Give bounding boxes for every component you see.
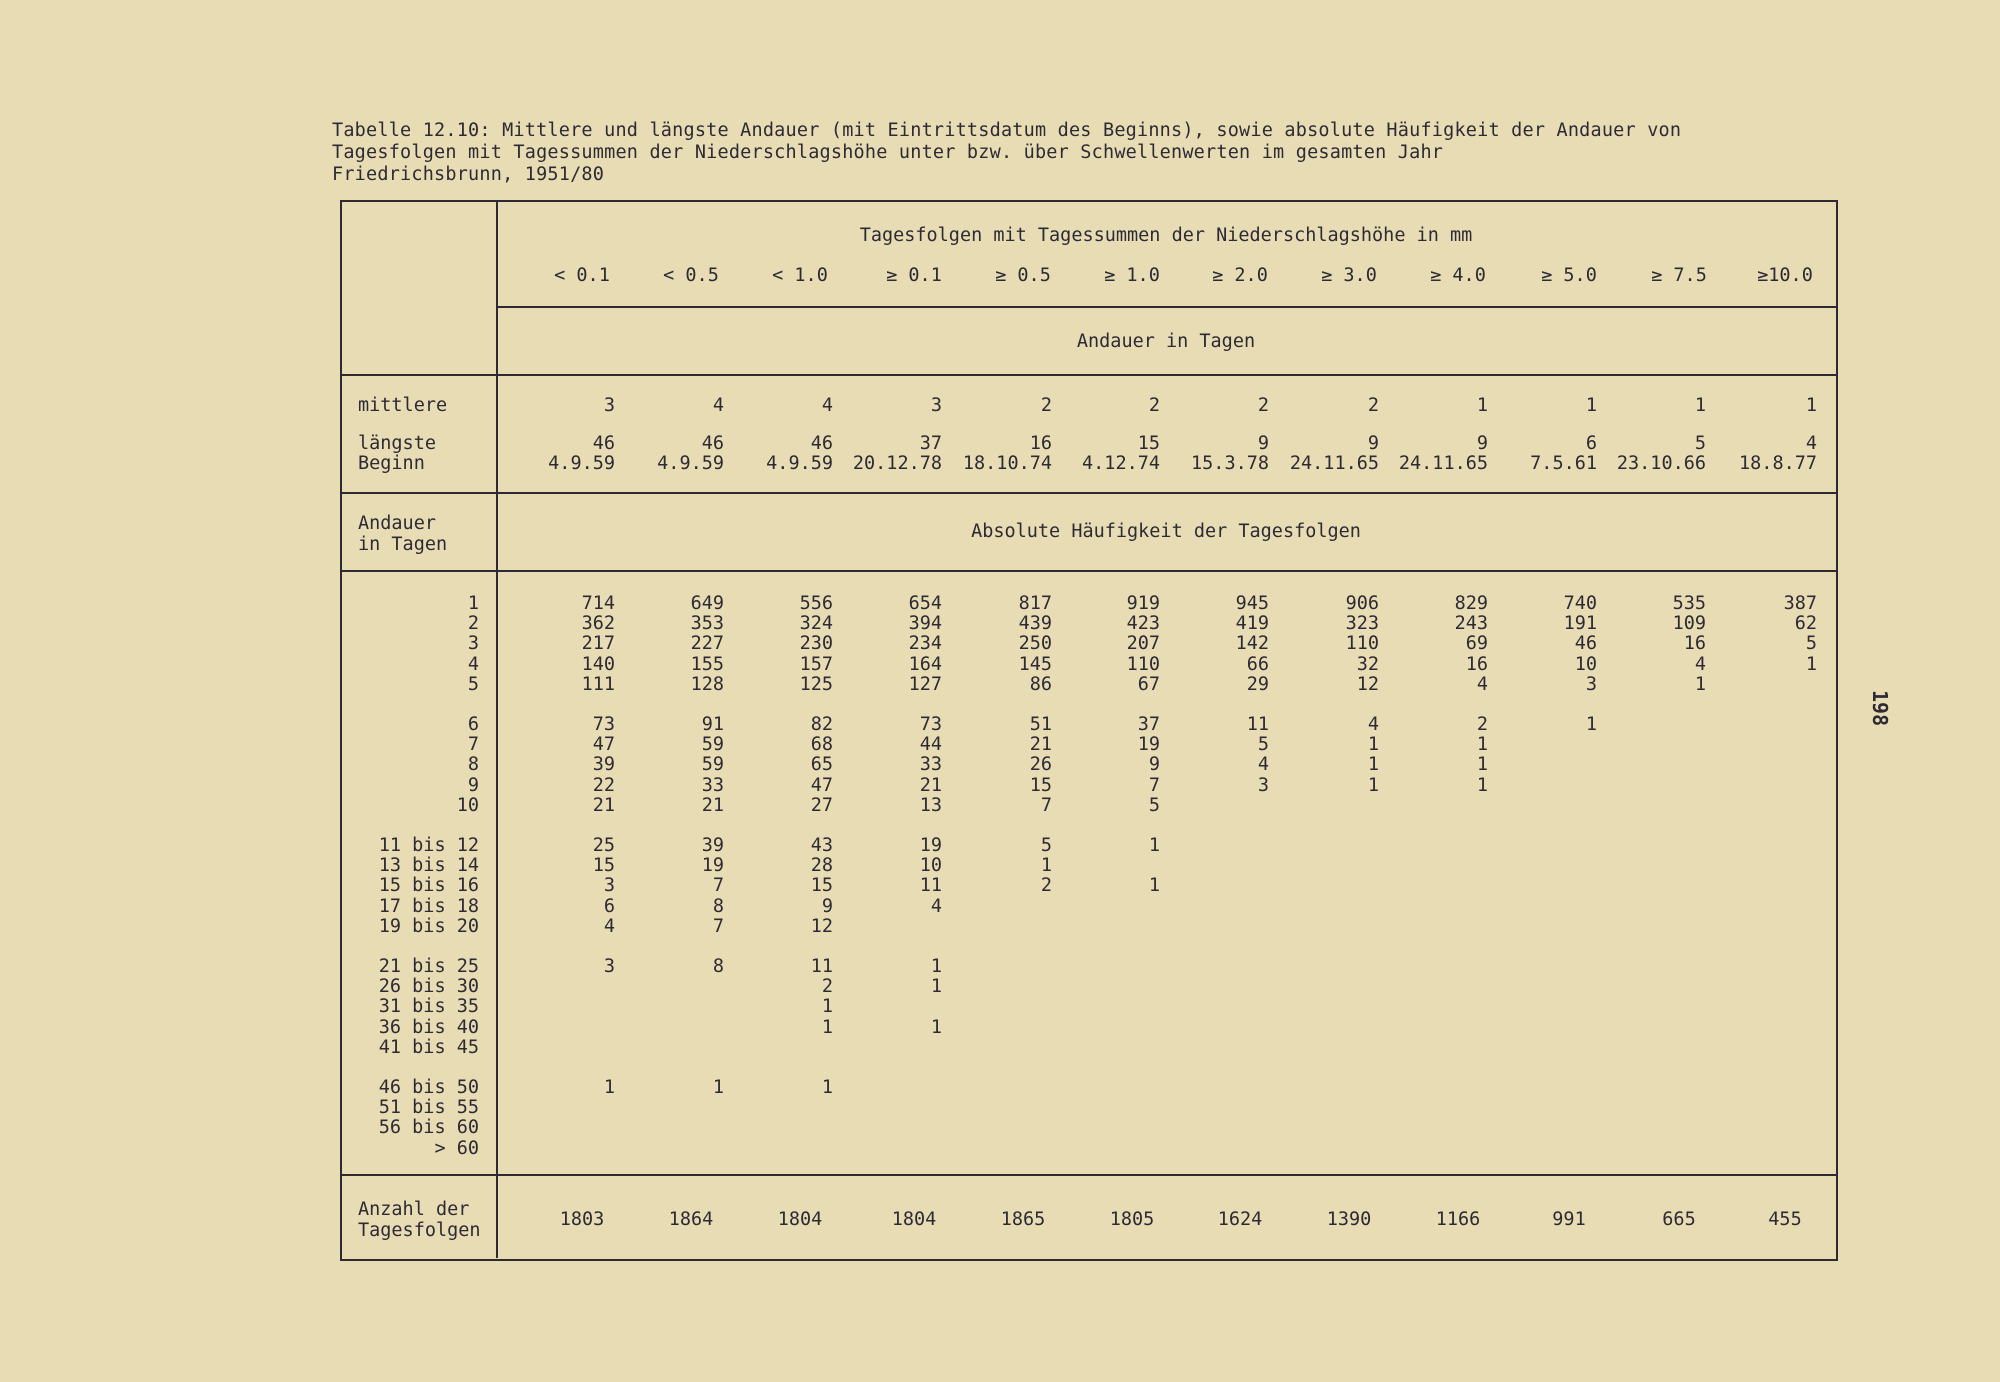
beginn-date: 23.10.66 [1616,453,1706,474]
frequency-cell: 3 [1257,774,1269,796]
anzahl-value: 1865 [1000,1209,1046,1230]
frequency-cell: 1 [1694,673,1706,695]
frequency-cell: 654 [908,593,942,614]
frequency-cell: 12 [810,915,833,937]
frequency-cell: 1 [1585,714,1597,735]
anzahl-value: 1166 [1435,1209,1481,1230]
duration-label: 3 [467,633,479,655]
frequency-cell: 1 [1476,774,1488,796]
frequency-cell: 919 [1126,593,1160,614]
duration-label: 9 [467,774,479,796]
label-in-tagen: in Tagen [358,534,448,555]
frequency-cell: 10 [919,855,942,877]
data-table [340,200,1838,1261]
frequency-cell: 2 [1476,714,1488,735]
duration-label: 56 bis 60 [378,1117,479,1139]
duration-label: 15 bis 16 [378,875,479,897]
frequency-cell: 714 [581,593,615,614]
group-title: Tagesfolgen mit Tagessummen der Niederschlagshöhe in mm [859,225,1473,246]
frequency-cell: 387 [1783,593,1817,614]
frequency-cell: 67 [1137,673,1160,695]
column-header: < 0.1 [554,265,610,286]
laengste-value: 46 [810,433,833,454]
mittlere-value: 2 [1367,395,1379,416]
frequency-cell: 419 [1235,613,1269,635]
frequency-cell: 4 [603,915,615,937]
frequency-cell: 15 [592,855,615,877]
duration-label: 2 [467,613,479,635]
frequency-cell: 110 [1126,653,1160,675]
frequency-cell: 29 [1246,673,1269,695]
frequency-cell: 3 [1585,673,1597,695]
laengste-value: 9 [1257,433,1269,454]
duration-label: 26 bis 30 [378,976,479,998]
frequency-cell: 217 [581,633,615,655]
column-header: ≥ 7.5 [1651,265,1707,286]
laengste-value: 46 [701,433,724,454]
duration-label: > 60 [434,1137,479,1159]
frequency-cell: 65 [810,754,833,776]
frequency-cell: 68 [810,734,833,756]
label-laengste: längste [358,433,436,454]
duration-label: 5 [467,673,479,695]
duration-label: 4 [467,653,479,675]
mittlere-value: 3 [603,395,615,416]
andauer-title: Andauer in Tagen [1076,331,1256,352]
duration-label: 21 bis 25 [378,956,479,977]
duration-label: 36 bis 40 [378,1016,479,1038]
frequency-cell: 1 [712,1077,724,1098]
frequency-cell: 47 [592,734,615,756]
frequency-cell: 128 [690,673,724,695]
frequency-cell: 3 [603,875,615,897]
frequency-cell: 1 [821,1077,833,1098]
duration-label: 6 [467,714,479,735]
frequency-cell: 227 [690,633,724,655]
mittlere-value: 1 [1805,395,1817,416]
frequency-cell: 32 [1356,653,1379,675]
frequency-cell: 1 [930,1016,942,1038]
rule-abs [340,570,1836,572]
duration-label: 46 bis 50 [378,1077,479,1098]
frequency-cell: 1 [1367,754,1379,776]
frequency-cell: 12 [1356,673,1379,695]
frequency-cell: 44 [919,734,942,756]
frequency-cell: 3 [603,956,615,977]
frequency-cell: 9 [1148,754,1160,776]
frequency-cell: 7 [1148,774,1160,796]
frequency-cell: 5 [1148,794,1160,816]
anzahl-value: 991 [1552,1209,1586,1230]
anzahl-value: 1804 [777,1209,823,1230]
frequency-cell: 230 [799,633,833,655]
frequency-cell: 234 [908,633,942,655]
duration-label: 10 [456,794,479,816]
frequency-cell: 1 [1367,734,1379,756]
mittlere-value: 2 [1148,395,1160,416]
frequency-cell: 1 [930,956,942,977]
frequency-cell: 829 [1454,593,1488,614]
column-header: < 1.0 [772,265,828,286]
frequency-cell: 11 [810,956,833,977]
frequency-cell: 4 [1476,673,1488,695]
frequency-cell: 556 [799,593,833,614]
duration-label: 51 bis 55 [378,1097,479,1119]
frequency-cell: 46 [1574,633,1597,655]
anzahl-value: 1805 [1109,1209,1155,1230]
frequency-cell: 207 [1126,633,1160,655]
frequency-cell: 2 [1040,875,1052,897]
frequency-cell: 16 [1465,653,1488,675]
frequency-cell: 16 [1683,633,1706,655]
frequency-cell: 22 [592,774,615,796]
frequency-cell: 1 [1367,774,1379,796]
frequency-cell: 157 [799,653,833,675]
beginn-date: 4.12.74 [1082,453,1160,474]
beginn-date: 4.9.59 [548,453,615,474]
frequency-cell: 59 [701,734,724,756]
frequency-cell: 69 [1465,633,1488,655]
frequency-cell: 13 [919,794,942,816]
frequency-cell: 66 [1246,653,1269,675]
frequency-cell: 250 [1018,633,1052,655]
frequency-cell: 15 [1029,774,1052,796]
duration-label: 8 [467,754,479,776]
frequency-cell: 19 [919,835,942,856]
frequency-cell: 5 [1257,734,1269,756]
frequency-cell: 26 [1029,754,1052,776]
frequency-cell: 7 [712,915,724,937]
beginn-date: 18.8.77 [1739,453,1817,474]
label-andauer: Andauer [358,513,436,534]
column-header: ≥ 4.0 [1430,265,1486,286]
frequency-cell: 51 [1029,714,1052,735]
frequency-cell: 1 [1040,855,1052,877]
column-header: ≥ 2.0 [1212,265,1268,286]
frequency-cell: 324 [799,613,833,635]
mittlere-value: 4 [821,395,833,416]
duration-label: 1 [467,593,479,614]
frequency-cell: 2 [821,976,833,998]
anzahl-value: 1624 [1217,1209,1263,1230]
column-header: ≥ 0.1 [886,265,942,286]
frequency-cell: 5 [1040,835,1052,856]
abs-title: Absolute Häufigkeit der Tagesfolgen [971,521,1361,542]
frequency-cell: 27 [810,794,833,816]
frequency-cell: 145 [1018,653,1052,675]
rule-andauer [340,374,1836,376]
mittlere-value: 2 [1257,395,1269,416]
mittlere-value: 4 [712,395,724,416]
frequency-cell: 111 [581,673,615,695]
anzahl-value: 1390 [1326,1209,1372,1230]
laengste-value: 5 [1694,433,1706,454]
frequency-cell: 11 [1246,714,1269,735]
frequency-cell: 62 [1794,613,1817,635]
frequency-cell: 86 [1029,673,1052,695]
page-number: 198 [1868,690,1892,727]
rule-beginn [340,492,1836,494]
beginn-date: 4.9.59 [657,453,724,474]
mittlere-value: 1 [1476,395,1488,416]
laengste-value: 9 [1476,433,1488,454]
frequency-cell: 8 [712,956,724,977]
frequency-cell: 21 [1029,734,1052,756]
frequency-cell: 7 [1040,794,1052,816]
frequency-cell: 1 [821,1016,833,1038]
frequency-cell: 47 [810,774,833,796]
frequency-cell: 140 [581,653,615,675]
frequency-cell: 362 [581,613,615,635]
frequency-cell: 1 [1805,653,1817,675]
laengste-value: 15 [1137,433,1160,454]
frequency-cell: 394 [908,613,942,635]
label-anzahl: Anzahl der [358,1199,470,1220]
caption-line-1: Tabelle 12.10: Mittlere und längste Andauer (mit Eintrittsdatum des Beginns), sowie absolute Häufigkeit der Andauer von [332,120,1682,141]
frequency-cell: 142 [1235,633,1269,655]
frequency-cell: 439 [1018,613,1052,635]
frequency-cell: 33 [701,774,724,796]
frequency-cell: 1 [821,996,833,1018]
duration-label: 17 bis 18 [378,895,479,917]
frequency-cell: 1 [1476,754,1488,776]
duration-label: 13 bis 14 [378,855,479,877]
frequency-cell: 8 [712,895,724,917]
anzahl-value: 1864 [668,1209,714,1230]
anzahl-value: 1803 [559,1209,605,1230]
beginn-date: 15.3.78 [1191,453,1269,474]
frequency-cell: 191 [1563,613,1597,635]
frequency-cell: 4 [1367,714,1379,735]
mittlere-value: 1 [1585,395,1597,416]
frequency-cell: 155 [690,653,724,675]
frequency-cell: 945 [1235,593,1269,614]
frequency-cell: 109 [1672,613,1706,635]
label-tagesfolgen: Tagesfolgen [358,1220,481,1241]
frequency-cell: 1 [603,1077,615,1098]
laengste-value: 37 [919,433,942,454]
frequency-cell: 164 [908,653,942,675]
duration-label: 7 [467,734,479,756]
frequency-cell: 25 [592,835,615,856]
column-header: ≥ 0.5 [995,265,1051,286]
frequency-cell: 15 [810,875,833,897]
frequency-cell: 906 [1345,593,1379,614]
frequency-cell: 10 [1574,653,1597,675]
frequency-cell: 43 [810,835,833,856]
frequency-cell: 740 [1563,593,1597,614]
frequency-cell: 6 [603,895,615,917]
frequency-cell: 91 [701,714,724,735]
anzahl-value: 455 [1768,1209,1802,1230]
frequency-cell: 21 [592,794,615,816]
laengste-value: 6 [1585,433,1597,454]
frequency-cell: 4 [1694,653,1706,675]
beginn-date: 18.10.74 [962,453,1052,474]
rule-header [496,306,1836,308]
frequency-cell: 59 [701,754,724,776]
mittlere-value: 1 [1694,395,1706,416]
column-header: ≥ 3.0 [1321,265,1377,286]
duration-label: 31 bis 35 [378,996,479,1018]
frequency-cell: 649 [690,593,724,614]
frequency-cell: 9 [821,895,833,917]
column-header: ≥10.0 [1757,265,1813,286]
beginn-date: 24.11.65 [1289,453,1379,474]
beginn-date: 20.12.78 [852,453,942,474]
frequency-cell: 33 [919,754,942,776]
duration-label: 11 bis 12 [378,835,479,856]
frequency-cell: 127 [908,673,942,695]
frequency-cell: 28 [810,855,833,877]
frequency-cell: 110 [1345,633,1379,655]
anzahl-value: 665 [1662,1209,1696,1230]
label-mittlere: mittlere [358,395,448,416]
frequency-cell: 4 [930,895,942,917]
frequency-cell: 21 [919,774,942,796]
anzahl-value: 1804 [891,1209,937,1230]
caption-line-2: Tagesfolgen mit Tagessummen der Niederschlagshöhe unter bzw. über Schwellenwerten im gesamten Jahr [332,142,1444,163]
duration-label: 19 bis 20 [378,915,479,937]
frequency-cell: 125 [799,673,833,695]
frequency-cell: 39 [701,835,724,856]
beginn-date: 4.9.59 [766,453,833,474]
laengste-value: 4 [1805,433,1817,454]
frequency-cell: 5 [1805,633,1817,655]
frequency-cell: 73 [592,714,615,735]
frequency-cell: 37 [1137,714,1160,735]
laengste-value: 9 [1367,433,1379,454]
label-beginn: Beginn [358,453,425,474]
frequency-cell: 1 [1476,734,1488,756]
mittlere-value: 2 [1040,395,1052,416]
frequency-cell: 21 [701,794,724,816]
column-header: < 0.5 [663,265,719,286]
frequency-cell: 323 [1345,613,1379,635]
duration-label: 41 bis 45 [378,1036,479,1058]
laengste-value: 16 [1029,433,1052,454]
frequency-cell: 7 [712,875,724,897]
frequency-cell: 39 [592,754,615,776]
column-divider [496,202,498,1258]
frequency-cell: 817 [1018,593,1052,614]
frequency-cell: 73 [919,714,942,735]
caption-line-3: Friedrichsbrunn, 1951/80 [332,164,605,185]
frequency-cell: 1 [930,976,942,998]
frequency-cell: 1 [1148,875,1160,897]
column-header: ≥ 5.0 [1541,265,1597,286]
frequency-cell: 19 [701,855,724,877]
frequency-cell: 243 [1454,613,1488,635]
frequency-cell: 535 [1672,593,1706,614]
frequency-cell: 19 [1137,734,1160,756]
table-caption [332,120,1852,186]
frequency-cell: 82 [810,714,833,735]
rule-anzahl [340,1174,1836,1176]
beginn-date: 7.5.61 [1530,453,1597,474]
frequency-cell: 353 [690,613,724,635]
frequency-cell: 11 [919,875,942,897]
laengste-value: 46 [592,433,615,454]
mittlere-value: 3 [930,395,942,416]
column-header: ≥ 1.0 [1104,265,1160,286]
frequency-cell: 423 [1126,613,1160,635]
beginn-date: 24.11.65 [1398,453,1488,474]
frequency-cell: 1 [1148,835,1160,856]
frequency-cell: 4 [1257,754,1269,776]
